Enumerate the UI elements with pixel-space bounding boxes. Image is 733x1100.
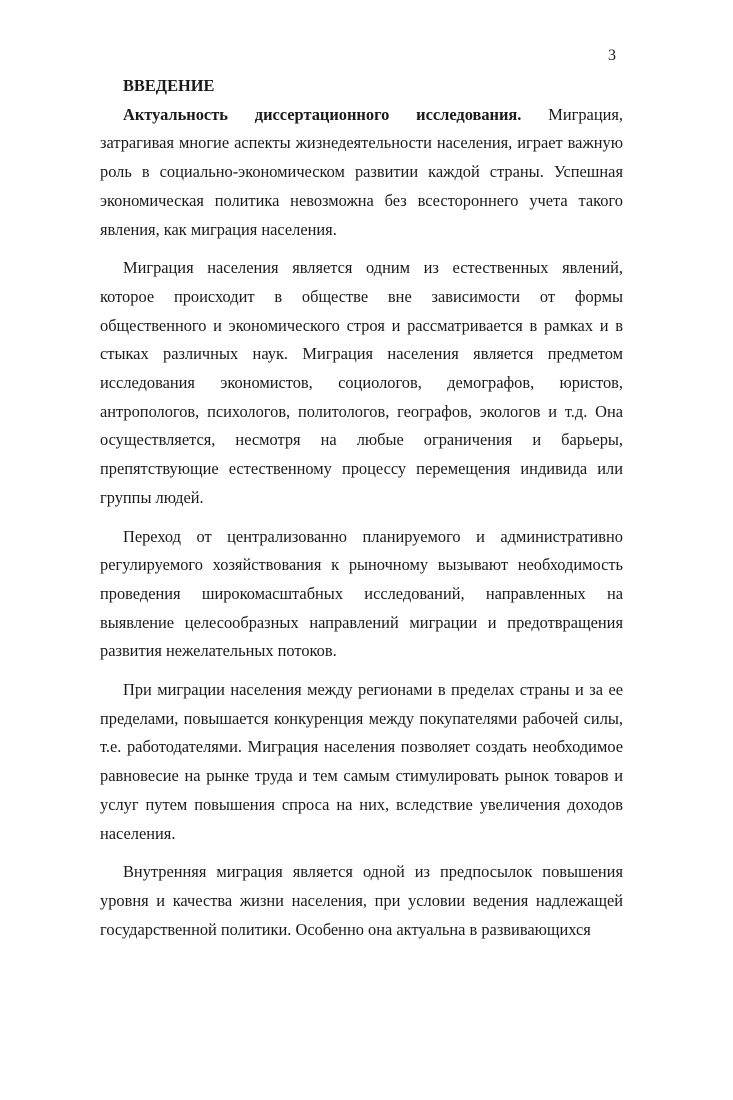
page-number: 3: [608, 47, 616, 64]
paragraph-3: Переход от централизованно планируемого и административно регулируемого хозяйствования к рыночному вызывают необходимость проведения широкомасштабных исследований, направленных на выявление целесообразных направлений миграции и предотвращения развития нежелательных потоков.: [100, 526, 623, 661]
paragraph-1: [100, 101, 623, 245]
paragraph-lead-in: Актуальность диссертационного исследования.: [123, 104, 522, 124]
paragraph-5: Внутренняя миграция является одной из предпосылок повышения уровня и качества жизни населения, при условии ведения надлежащей государственной политики. Особенно она актуальна в развивающихся: [100, 862, 623, 939]
paragraph-2: Миграция населения является одним из естественных явлений, которое происходит в обществе вне зависимости от формы общественного и экономического строя и рассматривается в рамках и в стыках различных наук. Миграция населения является предметом исследования экономистов, социологов, демографов, юристов, антропологов, психологов, политологов, географов, экологов и т.д. Она осуществляется, несмотря на любые ограничения и барьеры, препятствующие естественному процессу перемещения индивида или группы людей.: [100, 258, 623, 507]
paragraph-4: При миграции населения между регионами в пределах страны и за ее пределами, повышается конкуренция между покупателями рабочей силы, т.е. работодателями. Миграция населения позволяет создать необходимое равновесие на рынке труда и тем самым стимулировать рынок товаров и услуг путем повышения спроса на них, вследствие увеличения доходов населения.: [100, 680, 623, 843]
paragraph-text: Миграция, затрагивая многие аспекты жизнедеятельности населения, играет важную роль в социально-экономическом развитии каждой страны. Успешная экономическая политика невозможна без всестороннего учета такого явления, как миграция населения.: [100, 104, 623, 239]
document-body: [100, 72, 623, 954]
section-heading: ВВЕДЕНИЕ: [123, 76, 215, 95]
